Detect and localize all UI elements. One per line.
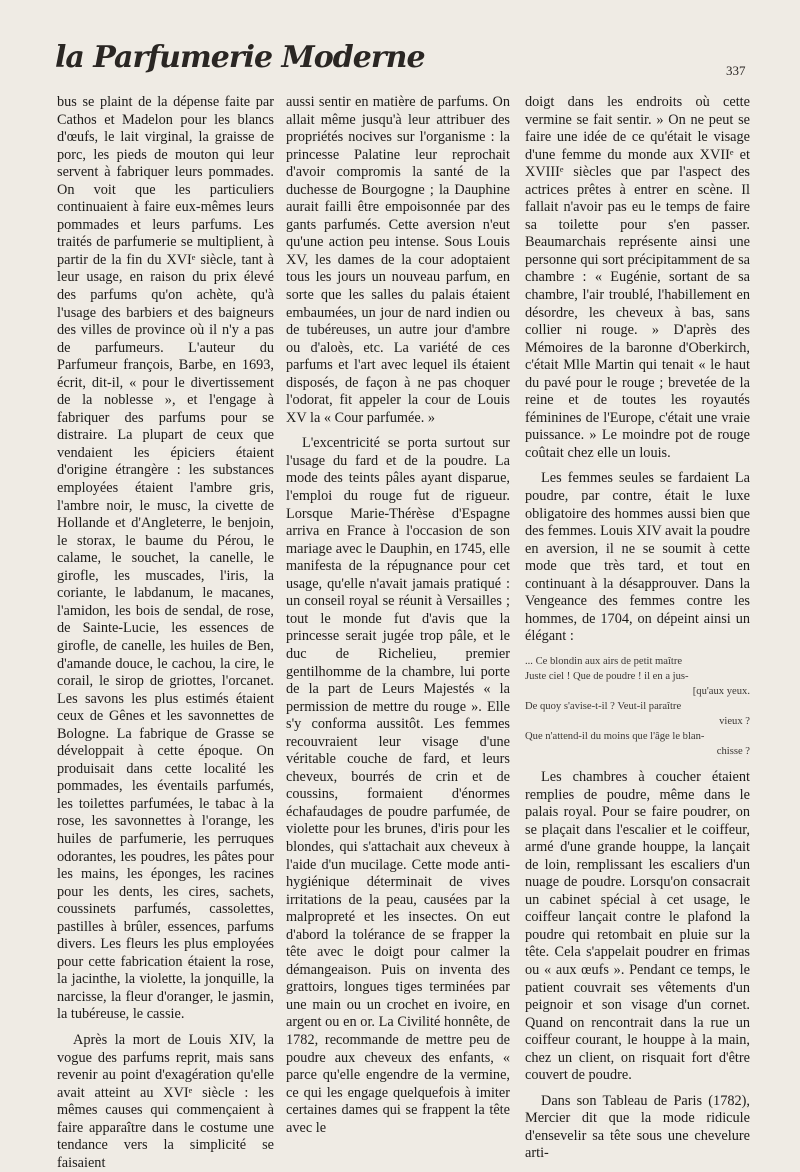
column-1: [57, 94, 274, 1172]
paragraph: aussi sentir en matière de parfums. On allait même jusqu'à leur attribuer des propriétés nocives sur l'organisme : la princesse Palatine leur reprochait d'avoir compromis la santé de la duchesse de Bourgogne ; la Dauphine aurait failli être empoisonnée par des gants parfumés. Cette aversion n'eut qu'une action peu intense. Sous Louis XV, les dames de la cour adoptaient tous les jours un nouveau parfum, en sorte que les salles du palais étaient embaumées, un jour de nard indien ou de tubéreuses, un autre jour d'ambre ou d'aloès, etc. La variété de ces parfums et l'art avec lequel ils étaient disposés, de façon à ne pas choquer l'odorat, fit appeler la cour de Louis XV la « Cour parfumée. »: [286, 94, 510, 426]
verse-line: De quoy s'avise-t-il ? Veut-il paraître: [525, 700, 682, 712]
verse-line: [qu'aux yeux.: [692, 685, 750, 697]
verse-line: vieux ?: [719, 715, 750, 727]
paragraph: Dans son Tableau de Paris (1782), Mercier dit que la mode ridicule d'ensevelir sa tête sous une chevelure arti-: [525, 1092, 750, 1162]
paragraph: Après la mort de Louis XIV, la vogue des parfums reprit, mais sans revenir au point d'exagération qu'elle avait atteint au XVIᵉ siècle : les mêmes causes qui commençaient à faire apparaître dans le costume une tendance vers la simplicité se faisaient: [57, 1031, 274, 1171]
paragraph: Les chambres à coucher étaient remplies de poudre, même dans le palais royal. Pour se faire poudrer, on se plaçait dans l'escalier et le coiffeur, armé d'une grande houppe, la lançait de loin, remplissant les escaliers d'un nuage de poudre. Lorsqu'on consacrait un cabinet spécial à cet usage, le coiffeur lançait contre le plafond la poudre qui retombait en pluie sur la tête. Cela s'appelait poudrer en frimas ou « aux œufs ». Pendant ce temps, le patient couvrait ses vêtements d'un peignoir et son visage d'un cornet. Quand on rencontrait dans la rue un coiffeur courant, le houppe à la main, chez un client, on risquait fort d'être couvert de poudre.: [525, 768, 750, 1084]
verse-line: ... Ce blondin aux airs de petit maître: [525, 655, 683, 667]
page-number: 337: [726, 63, 746, 78]
verse-line: Que n'attend-il du moins que l'âge le blan-: [525, 730, 705, 742]
paragraph: bus se plaint de la dépense faite par Cathos et Madelon pour les blancs d'œufs, le lait virginal, la graisse de porc, les pieds de mouton qui leur servent à fabriquer leurs pommades. On voit que les particuliers continuaient à faire eux-mêmes leurs pommades et leurs parfums. Les traités de parfumerie se multiplient, à partir de la fin du XVIᵉ siècle, tant à leur usage, en raison du prix élevé des parfums qu'on achète, qu'à l'usage des barbiers et des baigneurs des villes de province où il n'y a pas de parfumeurs. L'auteur du Parfumeur françois, Barbe, en 1693, écrit, dit-il, « pour le divertissement de la noblesse », et l'engage à fabriquer des parfums pour se distraire. La plupart de ceux que vendaient les épiciers étaient d'origine étrangère : les substances employées étaient l'ambre gris, l'ambre noir, le musc, la civette de Hollande et d'Angleterre, le benjoin, le storax, le baume du Pérou, le calame, le souchet, la canelle, le girofle, les muscades, l'iris, la coriante, le labdanum, le macanes, l'amidon, les bois de sendal, de rose, de Sainte-Lucie, les essences de girofle, de canelle, les huiles de Ben, d'amande douce, le cachou, la cire, le corail, le sirop de griottes, l'orcanet. Les savons les plus estimés étaient ceux de Gênes et les savonnettes de Bologne. La fabrique de Grasse se développait à cette époque. On produisait dans cette localité les pommades, les éventails parfumés, les toilettes parfumées, le tabac à la rose, les savonnettes à l'orange, les huiles de parfumerie, les perruques odorantes, les poudres, les pâtes pour les mains, les éponges, les racines pour les dents, les cires, sachets, coussinets parfumés, cassolettes, pastilles à brûler, essences, parfums divers. Les fleurs les plus employées pour cette fabrication étaient la rose, la jacinthe, la violette, la jonquille, la narcisse, la fleur d'oranger, le jasmin, la tubéreuse, le cassie.: [57, 94, 274, 1023]
verse-quote: [525, 654, 750, 759]
paragraph: L'excentricité se porta surtout sur l'usage du fard et de la poudre. La mode des teints pâles ayant disparue, l'emploi du rouge fut de rigueur. Lorsque Marie-Thérèse d'Espagne arriva en France à l'occasion de son mariage avec le Dauphin, en 1745, elle manifesta de la répugnance pour cet usage, qu'elle n'avait jamais pratiqué : un conseil royal se réunit à Versailles ; tout le monde fut d'avis que la princesse serait jugée trop pâle, et le duc de Richelieu, premier gentilhomme de la chambre, lui porte de la part de Leurs Majestés « la permission de mettre du rouge ». Elle s'y conforma aussitôt. Les femmes recouvraient leur visage d'une véritable couche de fard, et leurs cheveux, bourrés de crin et de coussins, formaient d'énormes échafaudages de poudre parfumée, de violette pour les brunes, d'iris pour les blondes, qui s'attachait aux cheveux à l'aide d'un mucilage. Cette mode anti-hygiénique déterminait de vives irritations de la peau, causées par la malpropreté et les insectes. On eut d'abord la tolérance de se frapper la tête avec le doigt pour calmer la démangeaison. Puis on inventa des grattoirs, longues tiges terminées par une main ou un crochet en ivoire, en argent ou en or. La Civilité honnête, de 1782, recommande de mettre peu de poudre aux cheveux des enfants, « parce qu'elle engendre de la vermine, ce qui les engage quelquefois à imiter certaines dames qui se frappent la tête avec le: [286, 435, 510, 1136]
verse-line: Juste ciel ! Que de poudre ! il en a jus-: [525, 670, 689, 682]
paragraph: Les femmes seules se fardaient La poudre, par contre, était le luxe obligatoire des hommes aussi bien que des femmes. Louis XIV avait la poudre en aversion, il ne se soumit à cette mode que très tard, et tout en continuant à la désapprouver. Dans la Vengeance des femmes contre les hommes, de 1704, on dépeint ainsi un élégant :: [525, 470, 750, 645]
masthead-title: la Parfumerie Moderne: [55, 40, 425, 75]
column-2: [286, 94, 510, 1137]
verse-line: chisse ?: [716, 745, 750, 757]
column-3: [525, 94, 750, 1163]
paragraph: doigt dans les endroits où cette vermine se fait sentir. » On ne peut se faire une idée de ce qu'était le visage d'une femme du monde aux XVIIᵉ et XVIIIᵉ siècles que par l'aspect des actrices prêtes à entrer en scène. Il fallait n'avoir pas eu le temps de faire sa toilette pour s'en passer. Beaumarchais représente ainsi une personne qui sort précipitamment de sa chambre : « Eugénie, sortant de sa chambre, l'air troublé, l'habillement en désordre, les cheveux à bas, sans collier ni rouge. » D'après des Mémoires de la baronne d'Oberkirch, c'était Mlle Martin qui tenait « le haut du pavé pour le rouge ; brevetée de la reine et de toutes les royautés féminines de l'Europe, c'était une vraie puissance. » Le moindre pot de rouge coûtait chez elle un louis.: [525, 94, 750, 461]
